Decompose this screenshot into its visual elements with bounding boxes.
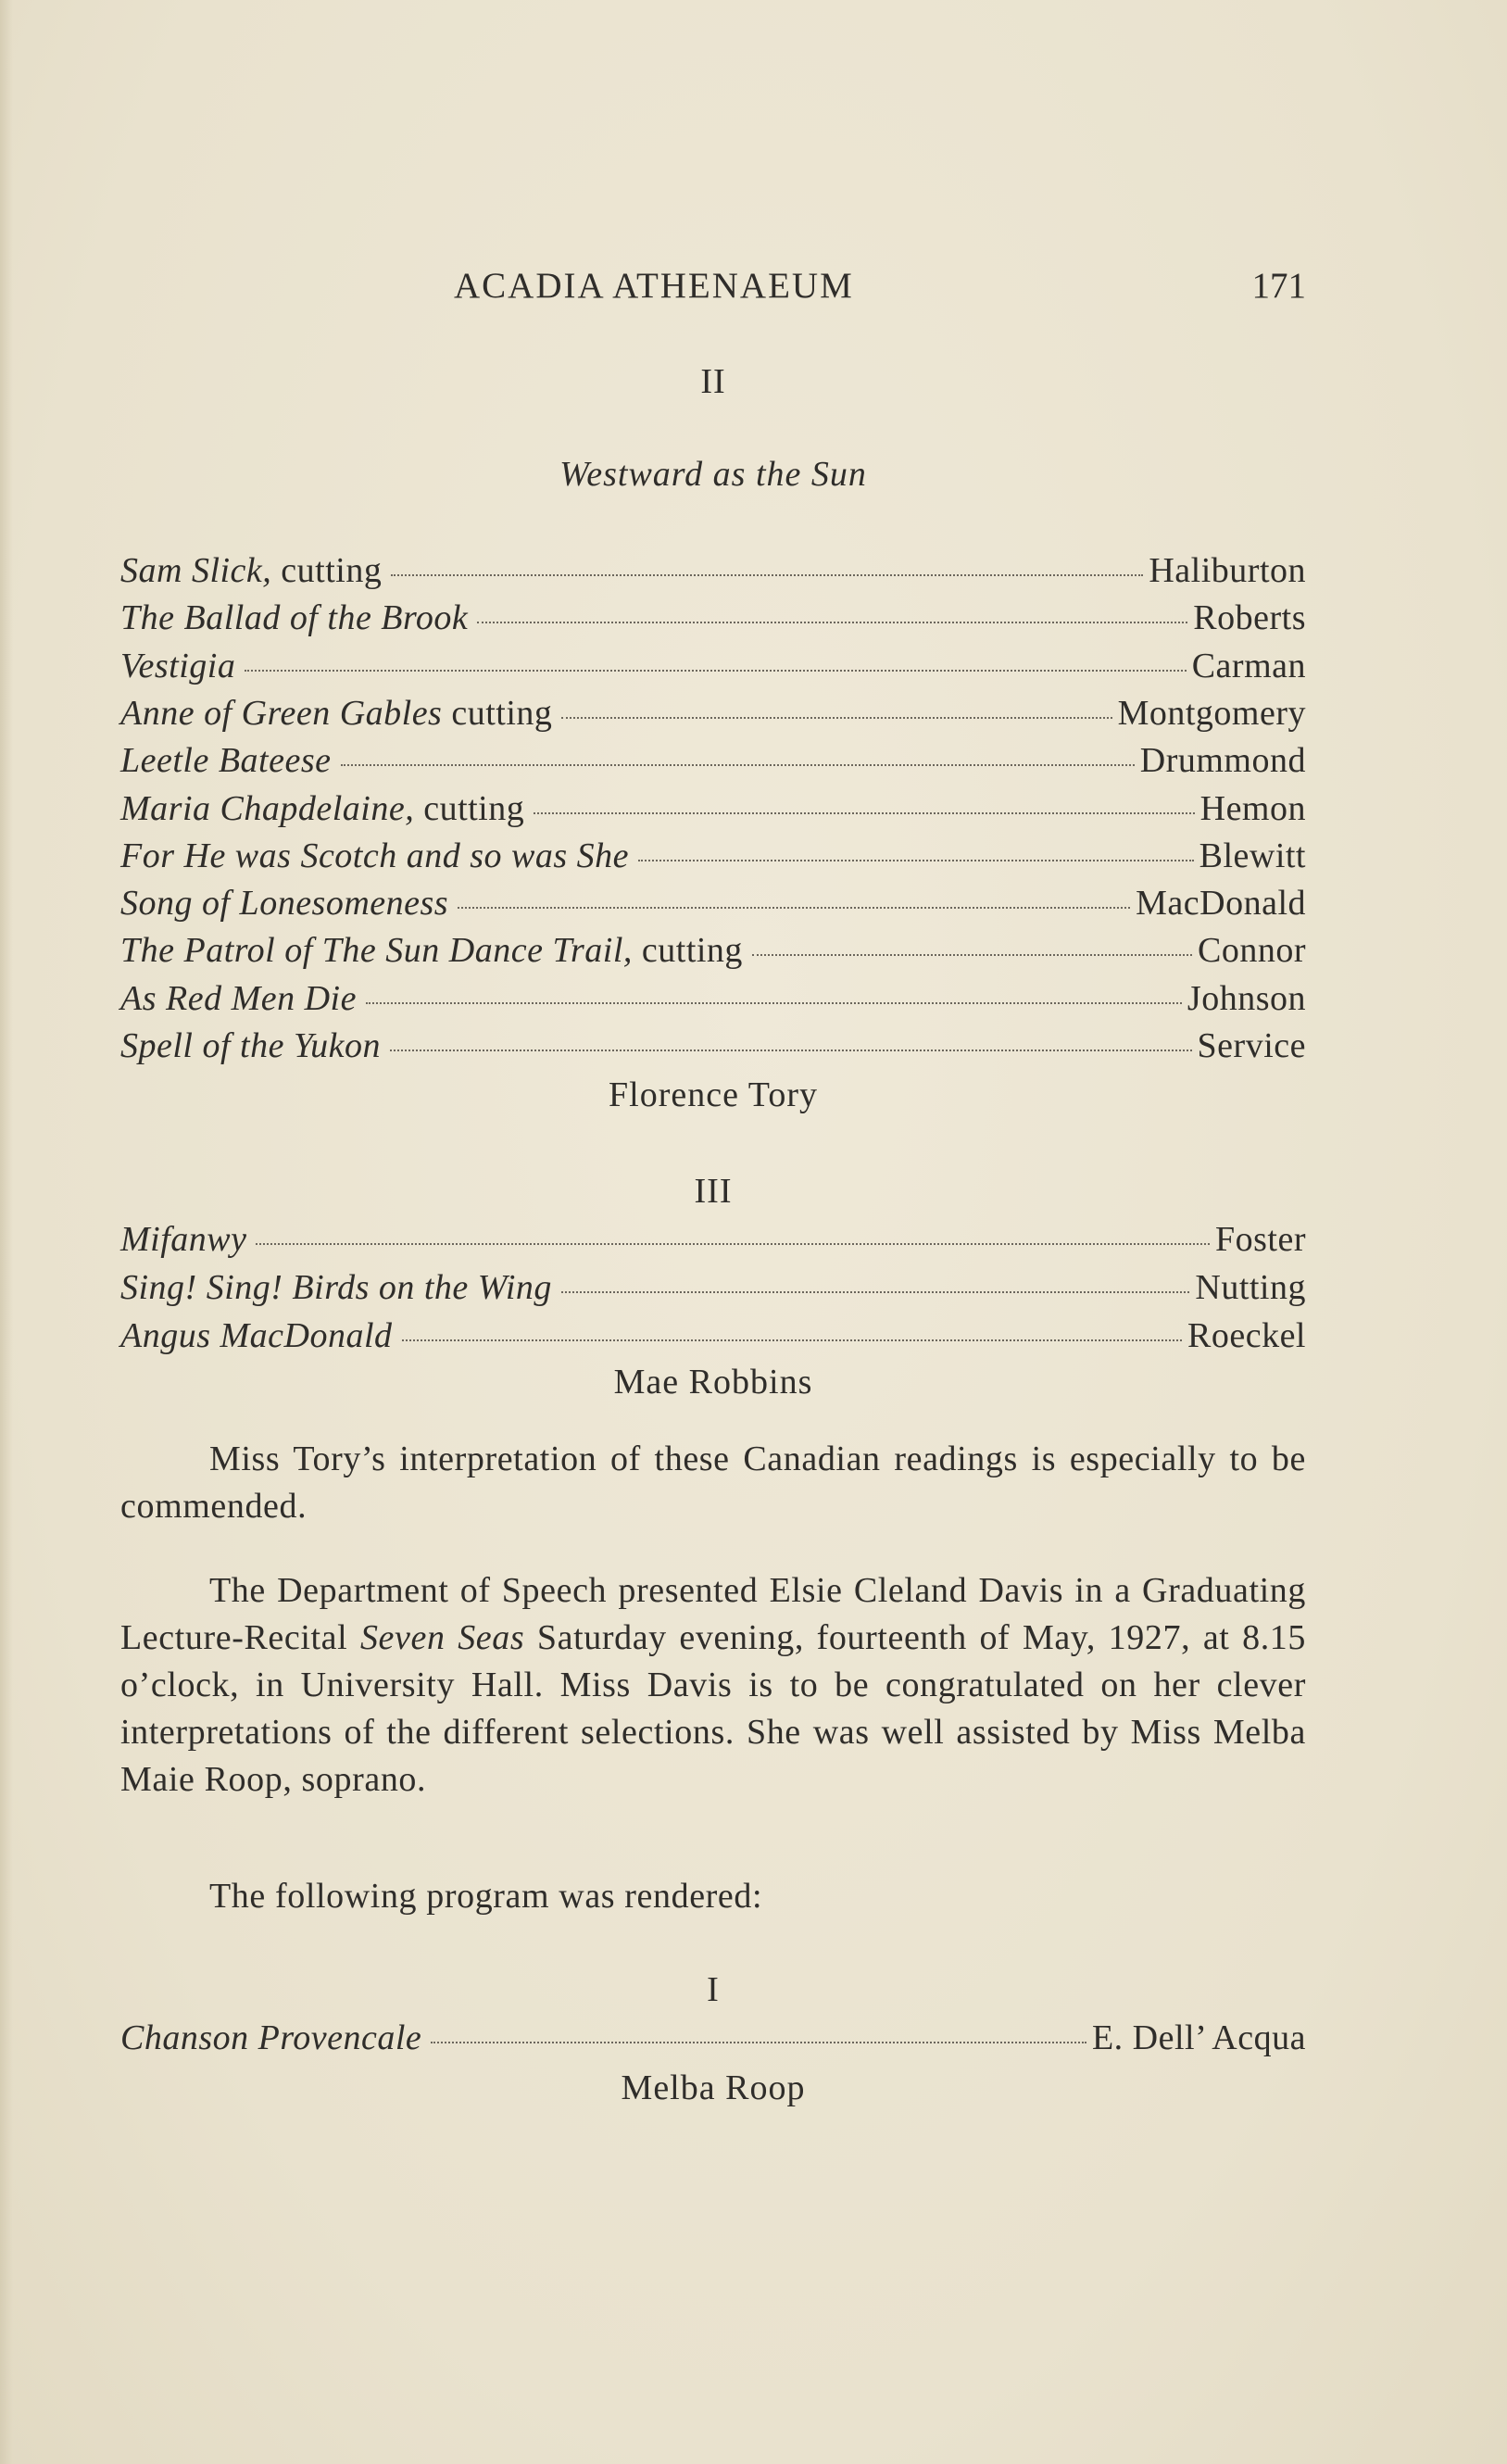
program-entry <box>120 597 1306 642</box>
program-entry <box>120 2018 1306 2062</box>
entry-author: Montgomery <box>1117 693 1306 733</box>
entry-author: Roeckel <box>1187 1316 1306 1355</box>
entry-title: As Red Men Die <box>120 978 357 1018</box>
section-numeral-i: I <box>707 1970 720 2009</box>
program-entry <box>120 978 1306 1023</box>
program-entry <box>120 1315 1306 1360</box>
entry-title: Sam Slick, <box>120 551 272 590</box>
entry-title: Sing! Sing! Birds on the Wing <box>120 1268 552 1307</box>
section-numeral-iii: III <box>694 1172 733 1211</box>
program-entry <box>120 883 1306 927</box>
entry-author: E. Dell’ Acqua <box>1091 2018 1306 2057</box>
entry-note: cutting <box>281 551 383 590</box>
performer-name: Mae Robbins <box>613 1363 813 1402</box>
dot-leader <box>391 574 1143 576</box>
entry-author: Drummond <box>1139 741 1306 781</box>
entry-author: Haliburton <box>1149 551 1306 590</box>
program-entry <box>120 740 1306 785</box>
performer-name: Melba Roop <box>621 2068 806 2107</box>
entry-note: cutting <box>423 788 525 828</box>
running-header <box>120 265 1306 311</box>
program-entry <box>120 788 1306 833</box>
dot-leader <box>245 670 1186 672</box>
entry-author: Blewitt <box>1199 836 1306 875</box>
program-entry <box>120 1025 1306 1070</box>
program-entry <box>120 693 1306 737</box>
dot-leader <box>458 907 1130 909</box>
page-edge-shadow <box>0 0 13 2464</box>
recital-title: Seven Seas <box>359 1618 525 1657</box>
entry-author: Johnson <box>1187 978 1306 1018</box>
entry-author: MacDonald <box>1136 884 1306 924</box>
entry-title: Anne of Green Gables <box>120 693 443 733</box>
program-entry <box>120 550 1306 595</box>
entry-note: cutting <box>451 693 553 733</box>
entry-title: Chanson Provencale <box>120 2018 422 2057</box>
entry-title: Song of Lonesomeness <box>120 884 449 924</box>
paragraph-program-intro: The following program was rendered: <box>209 1877 763 1916</box>
dot-leader <box>561 1291 1189 1293</box>
dot-leader <box>561 717 1111 719</box>
dot-leader <box>534 812 1194 814</box>
dot-leader <box>638 860 1194 861</box>
running-title: ACADIA ATHENAEUM <box>454 266 854 306</box>
performer-name: Florence Tory <box>609 1075 818 1114</box>
program-entry <box>120 930 1306 974</box>
entry-note: cutting <box>641 931 743 971</box>
paragraph-text: Saturday evening, fourteenth of May, 1927, at 8.15 o’clock, in University Hall. Miss Davis is to be congratulated on her clever interpretations of the different selections. She was well assisted by Miss Melba Maie Roop, soprano. <box>120 1618 1306 1799</box>
entry-title: Leetle Bateese <box>120 741 332 781</box>
program-entry <box>120 1219 1306 1263</box>
dot-leader <box>752 954 1192 956</box>
entry-title: Mifanwy <box>120 1220 247 1259</box>
dot-leader <box>341 764 1135 766</box>
entry-author: Foster <box>1215 1220 1306 1259</box>
entry-author: Roberts <box>1193 598 1306 638</box>
entry-author: Nutting <box>1195 1268 1306 1307</box>
entry-title: Vestigia <box>120 646 236 685</box>
dot-leader <box>390 1050 1192 1051</box>
entry-author: Carman <box>1191 646 1306 685</box>
entry-author: Service <box>1197 1026 1306 1065</box>
entry-author: Hemon <box>1199 788 1306 828</box>
entry-title: The Patrol of The Sun Dance Trail, <box>120 931 633 971</box>
dot-leader <box>366 1002 1182 1004</box>
paragraph-text: The Department of Speech presented Elsie Cleland Davis in a Graduating Lecture-Recital <box>120 1571 1306 1657</box>
dot-leader <box>256 1243 1210 1245</box>
entry-title: Maria Chapdelaine, <box>120 788 415 828</box>
entry-title: For He was Scotch and so was She <box>120 836 630 875</box>
program-entry <box>120 1267 1306 1312</box>
page-number: 171 <box>1251 266 1306 306</box>
program-entry <box>120 836 1306 880</box>
dot-leader <box>431 2042 1086 2043</box>
entry-author: Connor <box>1198 931 1306 971</box>
section-subtitle: Westward as the Sun <box>559 455 867 494</box>
entry-title: Spell of the Yukon <box>120 1026 381 1065</box>
section-numeral-ii: II <box>700 362 726 401</box>
entry-title: The Ballad of the Brook <box>120 598 469 638</box>
paragraph-commendation: Miss Tory’s interpretation of these Canadian readings is especially to be commended. <box>120 1439 1306 1526</box>
dot-leader <box>402 1339 1182 1341</box>
entry-title: Angus MacDonald <box>120 1316 393 1355</box>
paragraph-recital <box>120 1567 1306 1804</box>
dot-leader <box>477 622 1187 623</box>
program-entry <box>120 646 1306 690</box>
